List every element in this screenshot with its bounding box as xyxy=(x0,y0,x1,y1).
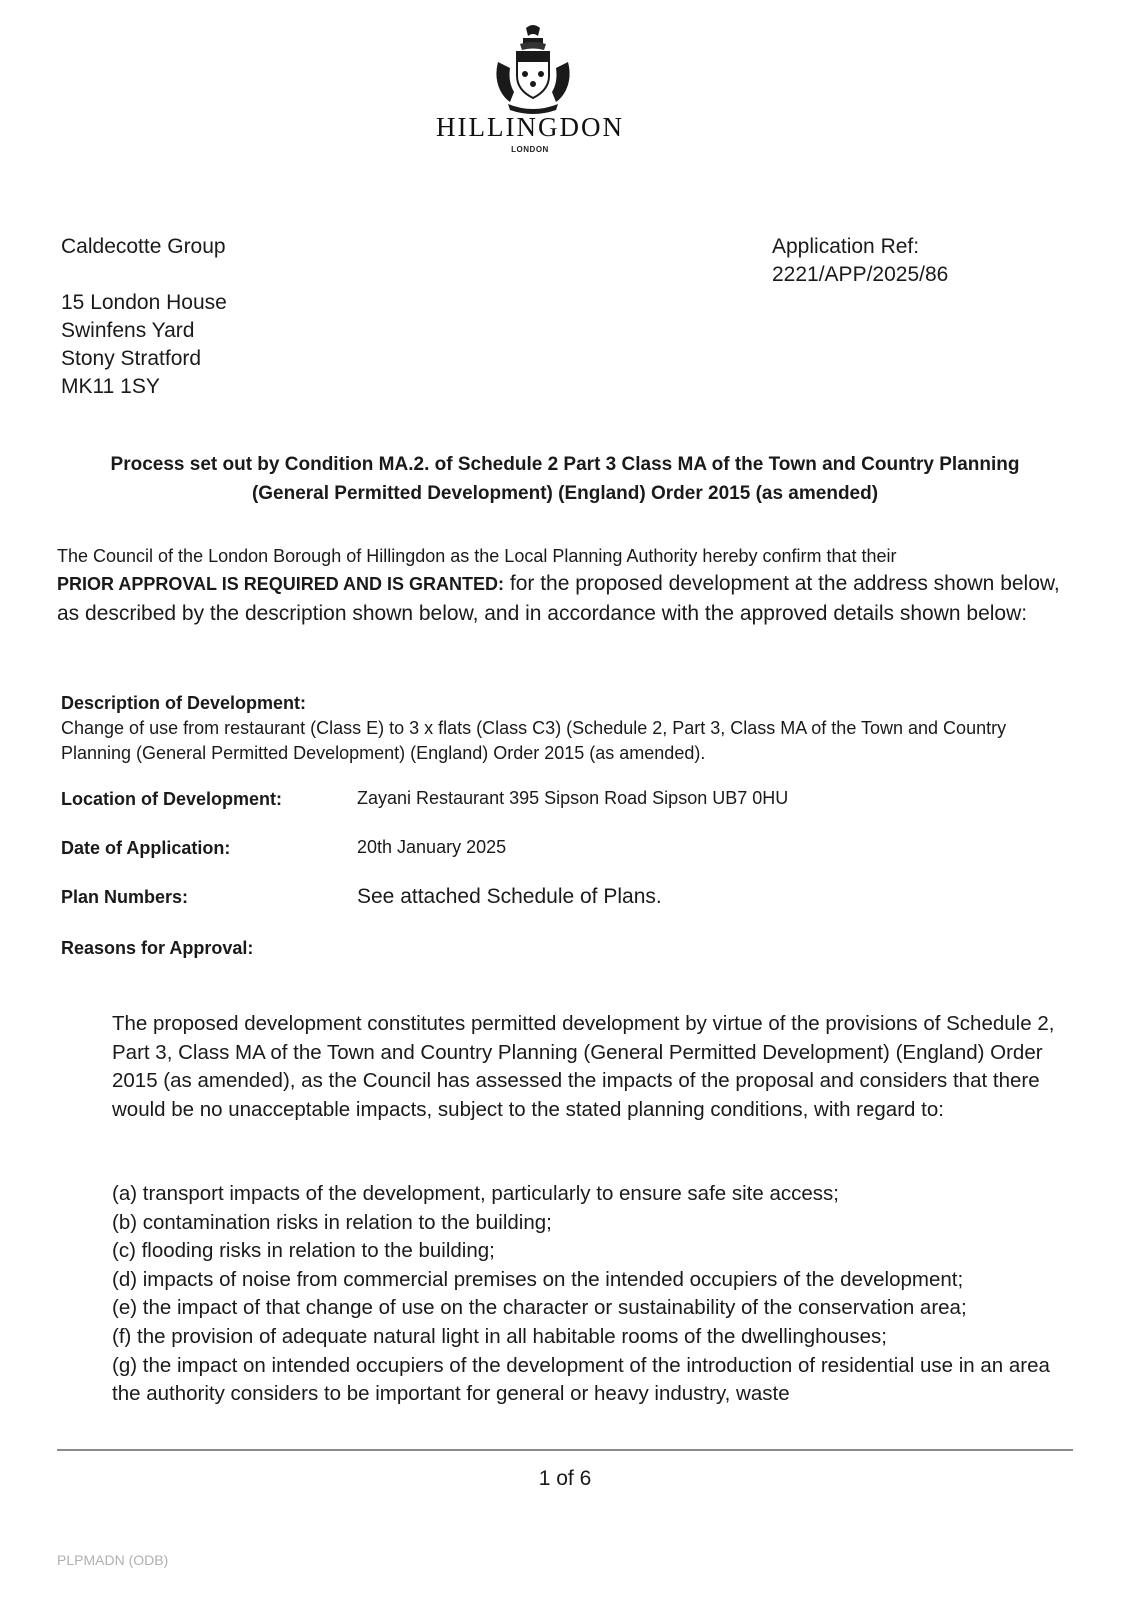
list-item: (f) the provision of adequate natural light in all habitable rooms of the dwellinghouses; xyxy=(112,1324,887,1348)
borough-crest-logo xyxy=(490,22,576,114)
plan-numbers-value: See attached Schedule of Plans. xyxy=(357,885,662,908)
intro-paragraph xyxy=(57,543,1077,628)
intro-line: The Council of the London Borough of Hillingdon as the Local Planning Authority hereby confirm that their xyxy=(57,546,897,566)
recipient-address-line: 15 London House xyxy=(61,291,227,314)
recipient-name: Caldecotte Group xyxy=(61,235,226,258)
document-title xyxy=(60,450,1070,508)
reasons-label: Reasons for Approval: xyxy=(61,938,254,958)
title-line: Process set out by Condition MA.2. of Schedule 2 Part 3 Class MA of the Town and Country Planning xyxy=(110,454,1020,475)
description-label: Description of Development: xyxy=(61,693,307,713)
footer-divider xyxy=(57,1449,1073,1451)
form-code: PLPMADN (ODB) xyxy=(57,1552,169,1568)
logo-subtitle: LONDON xyxy=(511,145,549,154)
logo-wordmark: HILLINGDON xyxy=(436,112,624,142)
list-item: (a) transport impacts of the development, particularly to ensure safe site access; xyxy=(112,1182,839,1205)
reasons-paragraph: The proposed development constitutes permitted development by virtue of the provisions of Schedule 2, Part 3, Class MA of the Town and Country Planning (General Permitted Development) (England) Order 2015 (as amended), as the Council has assessed the impacts of the proposal and considers that there would be no unacceptable impacts, subject to the stated planning conditions, with regard to: xyxy=(112,1012,1055,1121)
recipient-address-line: Swinfens Yard xyxy=(61,319,195,342)
list-item: (d) impacts of noise from commercial premises on the intended occupiers of the development; xyxy=(112,1267,964,1291)
page-number: 1 of 6 xyxy=(538,1467,592,1490)
list-item: (b) contamination risks in relation to the building; xyxy=(112,1210,552,1234)
date-of-application-value: 20th January 2025 xyxy=(357,837,507,857)
location-value: Zayani Restaurant 395 Sipson Road Sipson UB7 0HU xyxy=(357,788,789,808)
application-ref-value: 2221/APP/2025/86 xyxy=(772,263,949,286)
title-line: (General Permitted Development) (England) Order 2015 (as amended) xyxy=(251,483,879,504)
location-label: Location of Development: xyxy=(61,789,283,809)
description-text: Change of use from restaurant (Class E) to 3 x flats (Class C3) (Schedule 2, Part 3, Class MA of the Town and Country Planning (General Permitted Development) (England) Order 2015 (as amended). xyxy=(61,718,1007,763)
recipient-address-line: Stony Stratford xyxy=(61,347,202,370)
reasons-list xyxy=(112,1180,1102,1409)
list-item: (g) the impact on intended occupiers of the development of the introduction of residential use in an area the authority considers to be important for general or heavy industry, waste xyxy=(112,1353,1050,1406)
intro-rest: for the proposed development at the address shown below, as described by the description shown below, and in accordance with the approved details shown below: xyxy=(57,572,1060,625)
list-item: (c) flooding risks in relation to the building; xyxy=(112,1239,495,1263)
recipient-address-line: MK11 1SY xyxy=(61,375,160,398)
list-item: (e) the impact of that change of use on the character or sustainability of the conservation area; xyxy=(112,1296,967,1320)
approval-status: PRIOR APPROVAL IS REQUIRED AND IS GRANTED: xyxy=(57,574,505,594)
application-ref-label: Application Ref: xyxy=(772,235,920,258)
plan-numbers-label: Plan Numbers: xyxy=(61,887,189,907)
date-of-application-label: Date of Application: xyxy=(61,838,231,858)
